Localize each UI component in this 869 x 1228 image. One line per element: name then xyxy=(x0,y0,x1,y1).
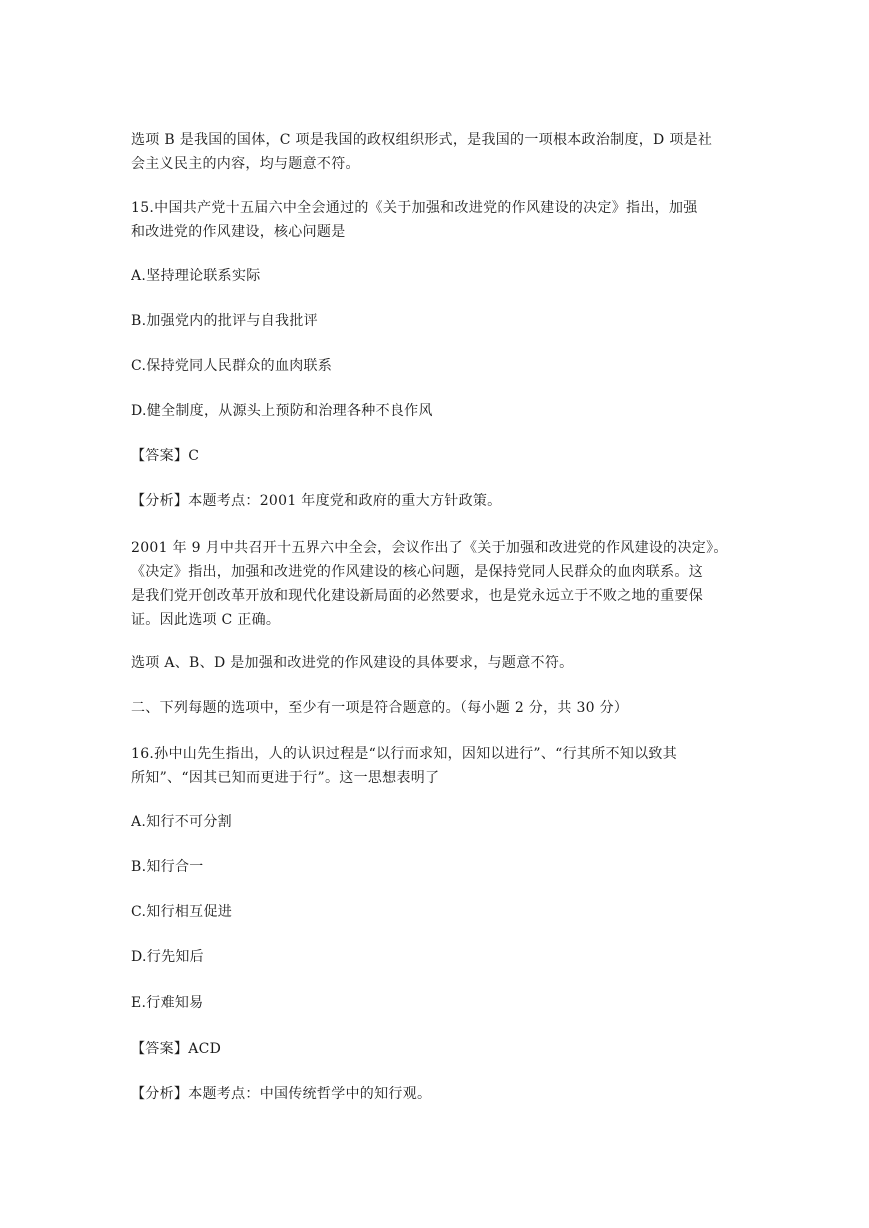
text-line: 16.孙中山先生指出，人的认识过程是“以行而求知，因知以进行”、“行其所不知以致其 xyxy=(131,746,678,762)
text-line: 选项 B 是我国的国体，C 项是我国的政权组织形式，是我国的一项根本政治制度，D 项是社 xyxy=(131,132,713,148)
question-16-option-d: D.行先知后 xyxy=(131,949,204,965)
paragraph-other-options: 选项 A、B、D 是加强和改进党的作风建设的具体要求，与题意不符。 xyxy=(131,655,574,671)
text-line: 《决定》指出，加强和改进党的作风建设的核心问题，是保持党同人民群众的血肉联系。这 xyxy=(131,564,703,580)
paragraph-option-explanation xyxy=(131,128,741,176)
text-line: 证。因此选项 C 正确。 xyxy=(131,612,281,628)
text-line: 2001 年 9 月中共召开十五界六中全会，会议作出了《关于加强和改进党的作风建设的决定》。 xyxy=(131,540,728,556)
question-15-option-a: A.坚持理论联系实际 xyxy=(131,268,261,284)
question-16-option-b: B.知行合一 xyxy=(131,859,204,875)
question-15-stem xyxy=(131,196,741,244)
question-16-analysis: 【分析】本题考点：中国传统哲学中的知行观。 xyxy=(131,1086,432,1102)
question-16-option-a: A.知行不可分割 xyxy=(131,814,232,830)
question-16-stem xyxy=(131,742,741,790)
text-line: 所知”、“因其已知而更进于行”。这一思想表明了 xyxy=(131,770,440,786)
question-15-option-d: D.健全制度，从源头上预防和治理各种不良作风 xyxy=(131,403,433,419)
paragraph-analysis-detail xyxy=(131,536,741,632)
question-16-option-c: C.知行相互促进 xyxy=(131,904,233,920)
text-line: 和改进党的作风建设，核心问题是 xyxy=(131,224,346,240)
text-line: 是我们党开创改革开放和现代化建设新局面的必然要求，也是党永远立于不败之地的重要保 xyxy=(131,588,703,604)
question-16-answer: 【答案】ACD xyxy=(131,1041,222,1057)
question-16-option-e: E.行难知易 xyxy=(131,995,204,1011)
question-15-analysis: 【分析】本题考点：2001 年度党和政府的重大方针政策。 xyxy=(131,493,502,509)
section-2-heading: 二、下列每题的选项中，至少有一项是符合题意的。（每小题 2 分，共 30 分） xyxy=(131,700,629,716)
question-15-option-b: B.加强党内的批评与自我批评 xyxy=(131,313,318,329)
text-line: 会主义民主的内容，均与题意不符。 xyxy=(131,156,360,172)
question-15-answer: 【答案】C xyxy=(131,448,200,464)
text-line: 15.中国共产党十五届六中全会通过的《关于加强和改进党的作风建设的决定》指出，加强 xyxy=(131,200,698,216)
question-15-option-c: C.保持党同人民群众的血肉联系 xyxy=(131,358,333,374)
